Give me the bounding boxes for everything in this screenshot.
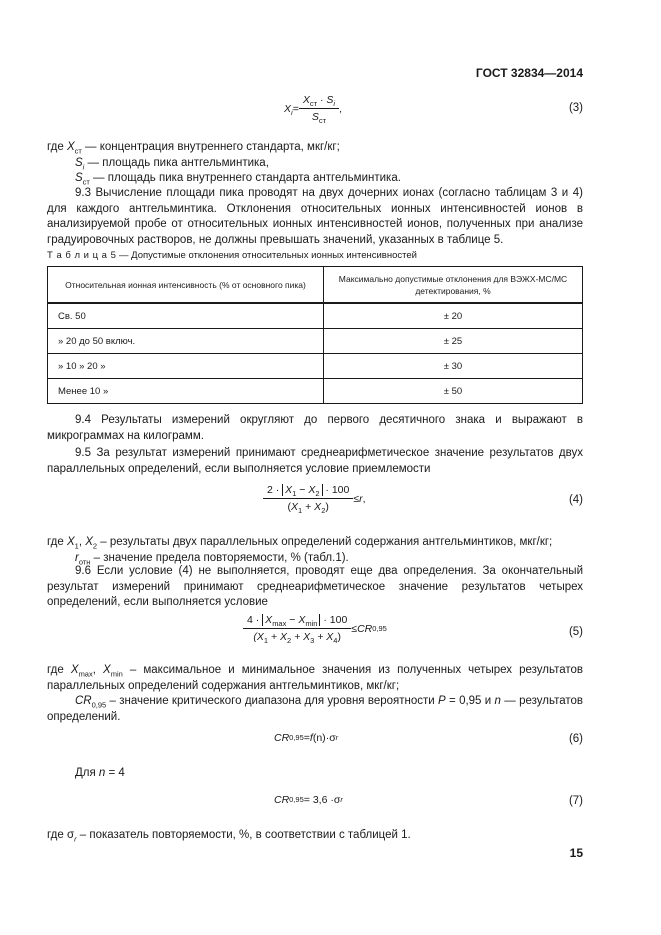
table-row [48,329,583,354]
for-n-label: Для n = 4 [75,767,125,779]
equation-5: $\frac{4 \cdot X_{max} - X_{min} \cdot 100}{(X_1 + X_2 + X_3 + X_4)}$ ≤ CR 0,95 [243,614,387,643]
table-cell: ± 50 [324,379,583,404]
page-number: 15 [569,846,583,860]
table-header-col2: Максимально допустимые отклонения для ВЭЖХ-МС/МС детектирования, % [324,267,583,304]
where-block-4: где $X_1$, $X_2$ – результаты двух параллельных определений содержания антгельминтиков, мкг/кг; $r_{отн}$ – значение предела повторяемости, % (табл.1). [47,536,553,566]
equation-6: CR 0,95 = f (n) · σ r [274,732,339,744]
paragraph-9-4: 9.4 Результаты измерений округляют до первого десятичного знака и выражают в микрограммах на килограмм. [47,414,583,442]
equation-7: CR 0,95 = 3,6 · σ r [274,794,343,806]
equation-7-number: (7) [568,795,583,807]
table-cell: ± 20 [324,303,583,329]
table-row [48,354,583,379]
paragraph-9-3: 9.3 Вычисление площади пика проводят на двух дочерних ионах (согласно таблицам 3 и 4) для каждого антгельминтика. Отклонения относительных ионных интенсивностей ионов в анализируемой пробе от относительных ионных интенсивностей ионов, полученных при анализе градуировочных растворов, не должны превышать значений, указанных в таблице 5. [47,187,583,246]
table-5 [47,266,583,404]
table-cell: » 20 до 50 включ. [48,329,324,354]
table-5-caption: Т а б л и ц а 5 — Допустимые отклонения относительных ионных интенсивностей [47,250,417,261]
table-cell: » 10 » 20 » [48,354,324,379]
table-header-col1: Относительная ионная интенсивность (% от основного пика) [48,267,324,304]
equation-3-number: (3) [568,102,583,114]
where-block-5: где $X_{max}$, $X_{min}$ – максимальное и минимальное значения из полученных четырех результатов параллельных определений содержания антгельминтиков, мкг/кг; $CR_{0,95}$ – значение критического диапазона для уровня вероятности P = 0,95 и n — результатов определений. [47,664,584,723]
paragraph-9-5: 9.5 За результат измерений принимают среднеарифметическое значение результатов двух параллельных определений, если выполняется условие приемлемости [47,447,583,475]
equation-5-number: (5) [568,626,583,638]
table-cell: ± 25 [324,329,583,354]
equation-3: $X_i$ = $\frac{X_{ст} \cdot S_i}{S_{ст}}$ , [284,94,342,126]
paragraph-9-6: 9.6 Если условие (4) не выполняется, проводят еще два определения. За окончательный результат измерений принимают среднеарифметическое значение результатов четырех определений, если выполняется условие [47,565,583,609]
equation-6-number: (6) [568,733,583,745]
table-cell: Св. 50 [48,303,324,329]
table-row [48,303,583,329]
equation-4: $\frac{2 \cdot X_1 - X_2 \cdot 100}{(X_1 + X_2)}$ ≤ r , [263,484,366,513]
table-row [48,379,583,404]
where-block-7: где $\sigma_r$ – показатель повторяемости, %, в соответствии с таблицей 1. [47,829,411,844]
equation-4-number: (4) [568,494,583,506]
table-cell: ± 30 [324,354,583,379]
where-block-3: где $X_{ст}$ — концентрация внутреннего стандарта, мкг/кг; $S_i$ — площадь пика антгельминтика, $S_{ст}$ — площадь пика внутреннего стандарта антгельминтика. [47,141,401,187]
table-header-row [48,267,583,304]
table-cell: Менее 10 » [48,379,324,404]
document-code: ГОСТ 32834—2014 [475,66,583,80]
